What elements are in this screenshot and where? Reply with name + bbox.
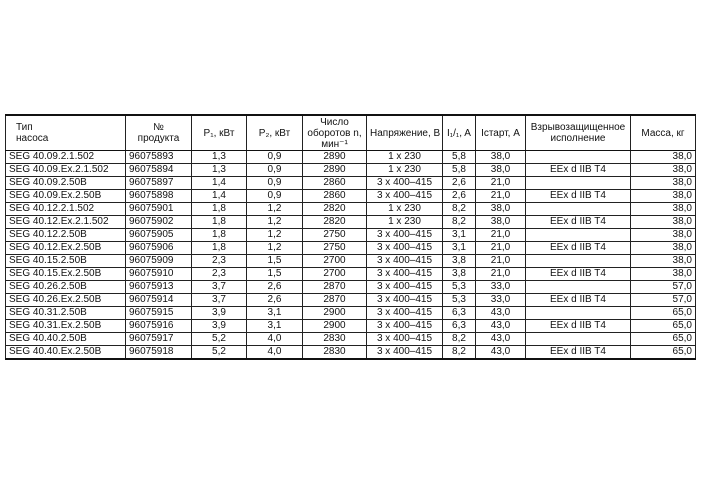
header-i-nom [443, 115, 476, 151]
header-i-start-label: Iстарт, A [481, 127, 520, 139]
cell-mass: 65,0 [631, 320, 696, 333]
header-rpm [303, 115, 367, 151]
table-row [6, 281, 696, 294]
cell-mass: 38,0 [631, 216, 696, 229]
cell-mass: 38,0 [631, 177, 696, 190]
cell-voltage: 3 x 400–415 [367, 255, 443, 268]
cell-product: 96075914 [126, 294, 192, 307]
cell-p2: 1,2 [247, 203, 303, 216]
cell-type: SEG 40.09.2.50B [6, 177, 126, 190]
cell-i-start: 43,0 [476, 320, 526, 333]
cell-rpm: 2860 [303, 190, 367, 203]
cell-type: SEG 40.09.Ex.2.50B [6, 190, 126, 203]
cell-i-start: 33,0 [476, 281, 526, 294]
cell-p2: 2,6 [247, 294, 303, 307]
cell-i-nom: 2,6 [443, 190, 476, 203]
cell-i-start: 43,0 [476, 333, 526, 346]
cell-p2: 0,9 [247, 164, 303, 177]
cell-i-start: 21,0 [476, 242, 526, 255]
table-row [6, 190, 696, 203]
cell-p1: 3,7 [192, 294, 247, 307]
header-voltage [367, 115, 443, 151]
cell-i-nom: 8,2 [443, 346, 476, 360]
cell-i-nom: 3,1 [443, 229, 476, 242]
cell-voltage: 3 x 400–415 [367, 268, 443, 281]
cell-product: 96075893 [126, 151, 192, 164]
cell-voltage: 3 x 400–415 [367, 307, 443, 320]
cell-mass: 38,0 [631, 203, 696, 216]
cell-i-start: 21,0 [476, 268, 526, 281]
cell-p2: 1,2 [247, 229, 303, 242]
cell-i-start: 43,0 [476, 346, 526, 360]
table-row [6, 294, 696, 307]
table-row [6, 333, 696, 346]
cell-rpm: 2820 [303, 203, 367, 216]
table-row [6, 229, 696, 242]
cell-i-start: 43,0 [476, 307, 526, 320]
cell-mass: 65,0 [631, 346, 696, 360]
cell-voltage: 3 x 400–415 [367, 294, 443, 307]
cell-i-start: 38,0 [476, 164, 526, 177]
table-row [6, 164, 696, 177]
cell-product: 96075915 [126, 307, 192, 320]
header-i-nom-label: I₁/₁, A [447, 127, 471, 139]
cell-p1: 1,3 [192, 151, 247, 164]
cell-explosion-proof [526, 333, 631, 346]
cell-p2: 4,0 [247, 346, 303, 360]
cell-i-start: 21,0 [476, 177, 526, 190]
cell-mass: 38,0 [631, 255, 696, 268]
cell-type: SEG 40.26.2.50B [6, 281, 126, 294]
cell-i-start: 21,0 [476, 229, 526, 242]
cell-i-nom: 3,1 [443, 242, 476, 255]
cell-i-start: 33,0 [476, 294, 526, 307]
cell-mass: 38,0 [631, 190, 696, 203]
cell-rpm: 2830 [303, 346, 367, 360]
cell-p1: 1,8 [192, 229, 247, 242]
cell-p2: 0,9 [247, 177, 303, 190]
cell-i-nom: 6,3 [443, 307, 476, 320]
cell-type: SEG 40.09.2.1.502 [6, 151, 126, 164]
cell-explosion-proof [526, 203, 631, 216]
cell-voltage: 3 x 400–415 [367, 281, 443, 294]
cell-i-nom: 8,2 [443, 203, 476, 216]
cell-rpm: 2750 [303, 242, 367, 255]
cell-type: SEG 40.12.Ex.2.50B [6, 242, 126, 255]
cell-product: 96075897 [126, 177, 192, 190]
cell-i-nom: 5,8 [443, 164, 476, 177]
cell-i-nom: 8,2 [443, 216, 476, 229]
header-ex-line1: Взрывозащищенное [530, 122, 626, 133]
cell-product: 96075918 [126, 346, 192, 360]
cell-i-nom: 6,3 [443, 320, 476, 333]
cell-rpm: 2700 [303, 255, 367, 268]
cell-p1: 1,4 [192, 190, 247, 203]
header-i-start [476, 115, 526, 151]
table-body [6, 151, 696, 360]
cell-i-nom: 5,3 [443, 294, 476, 307]
cell-i-nom: 2,6 [443, 177, 476, 190]
cell-i-nom: 3,8 [443, 255, 476, 268]
cell-type: SEG 40.40.Ex.2.50B [6, 346, 126, 360]
cell-explosion-proof [526, 151, 631, 164]
header-rpm-line1: Число [320, 116, 349, 128]
cell-rpm: 2830 [303, 333, 367, 346]
cell-p1: 1,3 [192, 164, 247, 177]
cell-voltage: 1 x 230 [367, 164, 443, 177]
cell-explosion-proof: EEx d IIB T4 [526, 294, 631, 307]
cell-voltage: 1 x 230 [367, 203, 443, 216]
cell-rpm: 2890 [303, 151, 367, 164]
cell-rpm: 2870 [303, 294, 367, 307]
header-product [126, 115, 192, 151]
cell-i-nom: 3,8 [443, 268, 476, 281]
cell-voltage: 3 x 400–415 [367, 229, 443, 242]
cell-i-nom: 5,3 [443, 281, 476, 294]
cell-voltage: 3 x 400–415 [367, 190, 443, 203]
pump-spec-sheet [5, 114, 695, 360]
cell-explosion-proof: EEx d IIB T4 [526, 320, 631, 333]
table-row [6, 151, 696, 164]
cell-p2: 1,2 [247, 216, 303, 229]
cell-explosion-proof: EEx d IIB T4 [526, 346, 631, 360]
header-p2-label: P₂, кВт [258, 127, 291, 139]
cell-p1: 1,8 [192, 242, 247, 255]
cell-p1: 5,2 [192, 346, 247, 360]
cell-p1: 3,9 [192, 307, 247, 320]
cell-product: 96075898 [126, 190, 192, 203]
header-product-line2: продукта [137, 133, 180, 144]
header-p1-label: P₁, кВт [203, 127, 235, 139]
cell-p1: 1,8 [192, 216, 247, 229]
cell-p1: 5,2 [192, 333, 247, 346]
cell-i-start: 21,0 [476, 255, 526, 268]
cell-p2: 2,6 [247, 281, 303, 294]
cell-mass: 57,0 [631, 294, 696, 307]
cell-rpm: 2900 [303, 307, 367, 320]
cell-p2: 0,9 [247, 151, 303, 164]
header-row [6, 115, 696, 151]
cell-rpm: 2750 [303, 229, 367, 242]
cell-p2: 1,5 [247, 255, 303, 268]
cell-p1: 1,8 [192, 203, 247, 216]
cell-mass: 38,0 [631, 229, 696, 242]
cell-p1: 2,3 [192, 255, 247, 268]
cell-product: 96075902 [126, 216, 192, 229]
cell-mass: 38,0 [631, 151, 696, 164]
table-row [6, 242, 696, 255]
cell-product: 96075913 [126, 281, 192, 294]
cell-i-nom: 8,2 [443, 333, 476, 346]
cell-p2: 1,2 [247, 242, 303, 255]
cell-rpm: 2890 [303, 164, 367, 177]
cell-type: SEG 40.31.Ex.2.50B [6, 320, 126, 333]
cell-voltage: 3 x 400–415 [367, 333, 443, 346]
cell-p1: 3,7 [192, 281, 247, 294]
cell-mass: 57,0 [631, 281, 696, 294]
cell-i-start: 21,0 [476, 190, 526, 203]
cell-voltage: 3 x 400–415 [367, 346, 443, 360]
cell-product: 96075917 [126, 333, 192, 346]
table-row [6, 307, 696, 320]
cell-type: SEG 40.26.Ex.2.50B [6, 294, 126, 307]
header-ex-line2: исполнение [550, 133, 606, 144]
cell-type: SEG 40.12.2.1.502 [6, 203, 126, 216]
cell-p2: 1,5 [247, 268, 303, 281]
table-row [6, 177, 696, 190]
header-type-line1: Тип [16, 122, 33, 133]
cell-rpm: 2700 [303, 268, 367, 281]
cell-mass: 65,0 [631, 333, 696, 346]
table-row [6, 255, 696, 268]
cell-voltage: 3 x 400–415 [367, 320, 443, 333]
cell-voltage: 1 x 230 [367, 216, 443, 229]
cell-i-nom: 5,8 [443, 151, 476, 164]
cell-rpm: 2870 [303, 281, 367, 294]
cell-product: 96075916 [126, 320, 192, 333]
cell-explosion-proof [526, 177, 631, 190]
cell-type: SEG 40.31.2.50B [6, 307, 126, 320]
table-row [6, 320, 696, 333]
cell-voltage: 3 x 400–415 [367, 177, 443, 190]
cell-mass: 38,0 [631, 268, 696, 281]
table-row [6, 203, 696, 216]
cell-explosion-proof: EEx d IIB T4 [526, 190, 631, 203]
cell-i-start: 38,0 [476, 216, 526, 229]
cell-explosion-proof: EEx d IIB T4 [526, 216, 631, 229]
cell-voltage: 3 x 400–415 [367, 242, 443, 255]
cell-explosion-proof: EEx d IIB T4 [526, 268, 631, 281]
table-row [6, 216, 696, 229]
header-product-line1: № [153, 122, 164, 133]
cell-type: SEG 40.15.Ex.2.50B [6, 268, 126, 281]
cell-rpm: 2820 [303, 216, 367, 229]
cell-product: 96075910 [126, 268, 192, 281]
header-voltage-label: Напряжение, В [370, 127, 441, 139]
cell-p2: 4,0 [247, 333, 303, 346]
cell-i-start: 38,0 [476, 203, 526, 216]
header-type [6, 115, 126, 151]
cell-type: SEG 40.09.Ex.2.1.502 [6, 164, 126, 177]
cell-mass: 38,0 [631, 164, 696, 177]
cell-product: 96075909 [126, 255, 192, 268]
cell-type: SEG 40.15.2.50B [6, 255, 126, 268]
table-row [6, 346, 696, 360]
cell-product: 96075905 [126, 229, 192, 242]
cell-product: 96075901 [126, 203, 192, 216]
cell-product: 96075906 [126, 242, 192, 255]
cell-p1: 2,3 [192, 268, 247, 281]
cell-p1: 1,4 [192, 177, 247, 190]
cell-explosion-proof [526, 307, 631, 320]
pump-spec-table [5, 114, 696, 360]
cell-p2: 0,9 [247, 190, 303, 203]
header-rpm-line3: мин⁻¹ [321, 138, 348, 150]
header-p2 [247, 115, 303, 151]
cell-i-start: 38,0 [476, 151, 526, 164]
cell-p2: 3,1 [247, 307, 303, 320]
cell-p2: 3,1 [247, 320, 303, 333]
cell-explosion-proof: EEx d IIB T4 [526, 164, 631, 177]
header-rpm-line2: оборотов n, [307, 127, 362, 139]
cell-explosion-proof: EEx d IIB T4 [526, 242, 631, 255]
cell-mass: 65,0 [631, 307, 696, 320]
header-type-line2: насоса [16, 133, 49, 144]
cell-explosion-proof [526, 281, 631, 294]
cell-type: SEG 40.12.2.50B [6, 229, 126, 242]
header-p1 [192, 115, 247, 151]
cell-rpm: 2900 [303, 320, 367, 333]
table-row [6, 268, 696, 281]
header-mass-label: Масса, кг [641, 127, 685, 139]
header-mass [631, 115, 696, 151]
cell-product: 96075894 [126, 164, 192, 177]
cell-explosion-proof [526, 229, 631, 242]
cell-explosion-proof [526, 255, 631, 268]
cell-rpm: 2860 [303, 177, 367, 190]
cell-voltage: 1 x 230 [367, 151, 443, 164]
cell-type: SEG 40.40.2.50B [6, 333, 126, 346]
cell-p1: 3,9 [192, 320, 247, 333]
cell-mass: 38,0 [631, 242, 696, 255]
header-explosion-proof [526, 115, 631, 151]
cell-type: SEG 40.12.Ex.2.1.502 [6, 216, 126, 229]
